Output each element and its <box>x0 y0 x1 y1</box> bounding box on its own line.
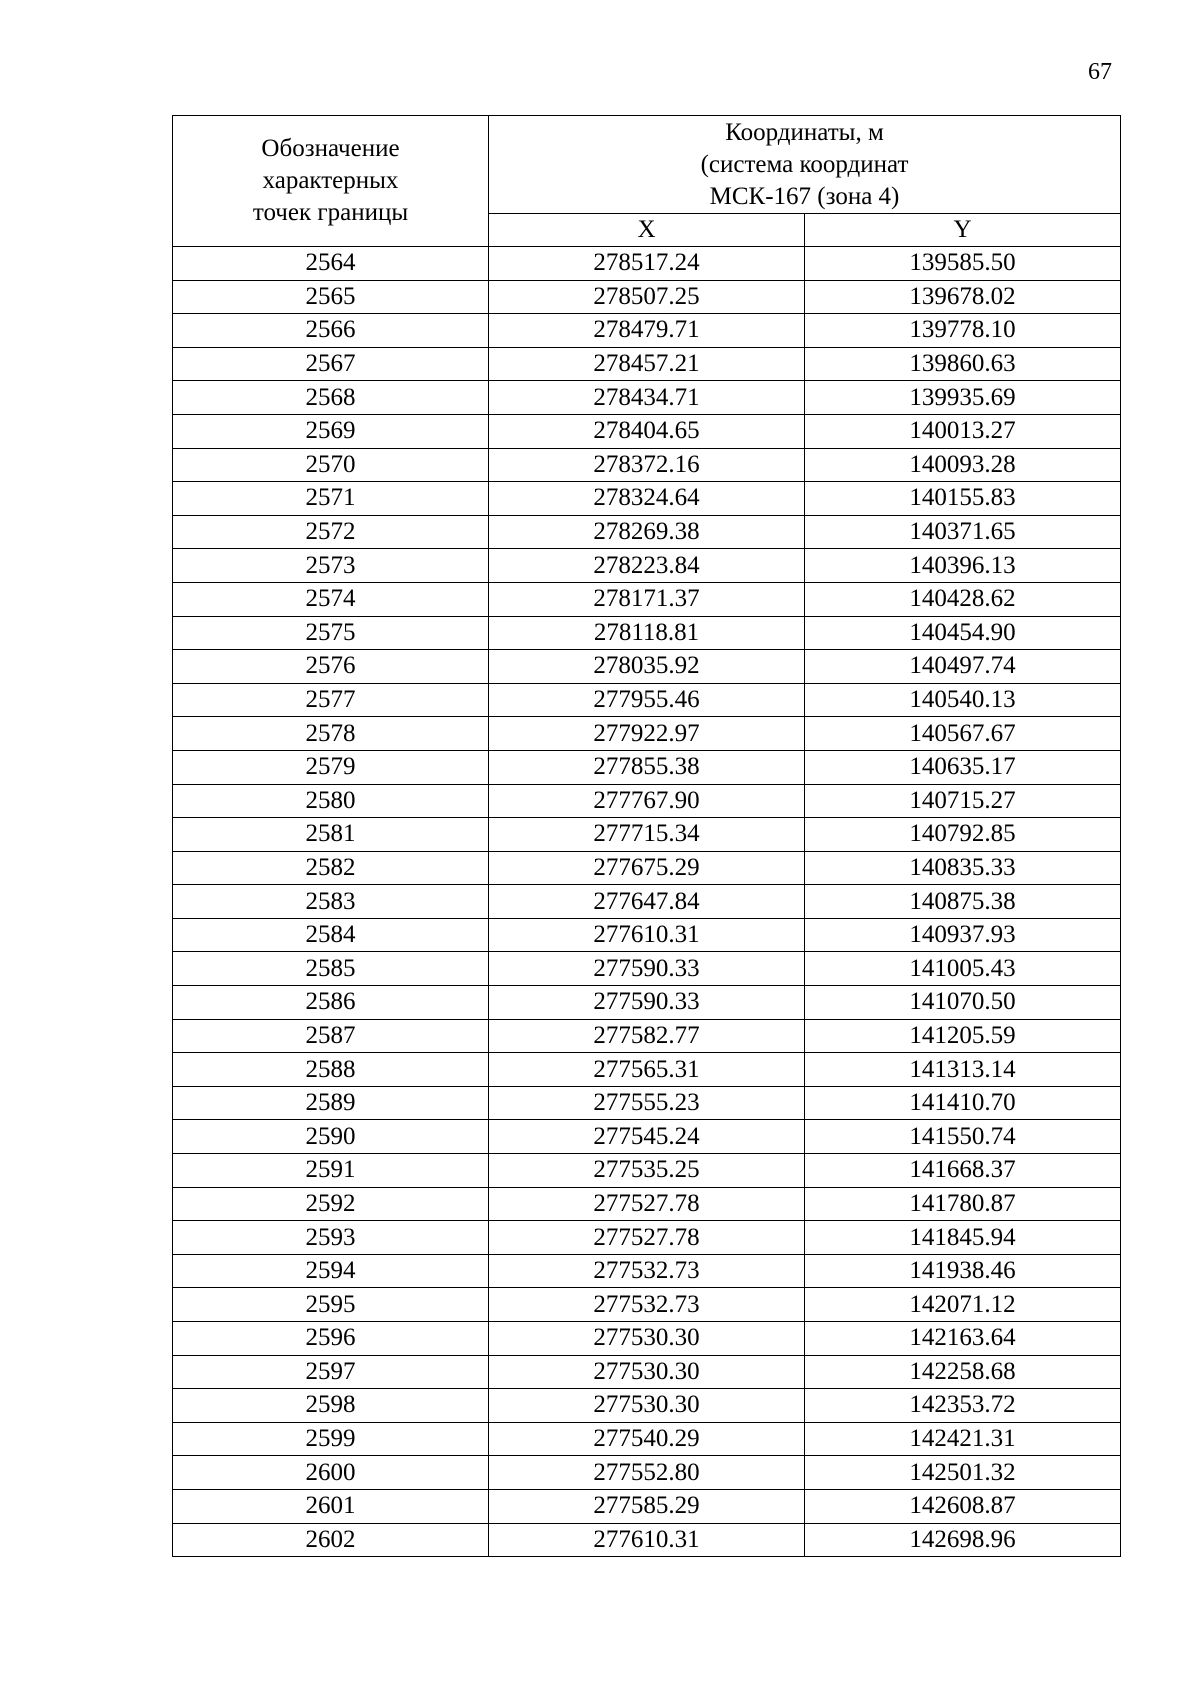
table-row <box>173 1355 1121 1389</box>
table-row <box>173 1187 1121 1221</box>
point-id-cell: 2571 <box>173 482 489 516</box>
x-coordinate-cell: 277955.46 <box>489 683 805 717</box>
y-coordinate-cell: 140093.28 <box>805 448 1121 482</box>
table-row <box>173 1053 1121 1087</box>
x-coordinate-cell: 277532.73 <box>489 1254 805 1288</box>
y-coordinate-cell: 140155.83 <box>805 482 1121 516</box>
point-id-cell: 2568 <box>173 381 489 415</box>
table-row <box>173 750 1121 784</box>
table-row <box>173 616 1121 650</box>
x-coordinate-cell: 277582.77 <box>489 1019 805 1053</box>
y-coordinate-cell: 139585.50 <box>805 247 1121 281</box>
x-coordinate-cell: 277610.31 <box>489 918 805 952</box>
table-row <box>173 1322 1121 1356</box>
y-coordinate-cell: 140875.38 <box>805 885 1121 919</box>
table-row <box>173 851 1121 885</box>
table-row <box>173 1019 1121 1053</box>
point-id-cell: 2564 <box>173 247 489 281</box>
table-row <box>173 1086 1121 1120</box>
point-id-cell: 2600 <box>173 1456 489 1490</box>
table-row <box>173 448 1121 482</box>
x-coordinate-cell: 277535.25 <box>489 1154 805 1188</box>
point-id-cell: 2585 <box>173 952 489 986</box>
point-id-cell: 2589 <box>173 1086 489 1120</box>
x-coordinate-cell: 277585.29 <box>489 1489 805 1523</box>
y-coordinate-cell: 140497.74 <box>805 650 1121 684</box>
point-id-cell: 2601 <box>173 1489 489 1523</box>
x-coordinate-cell: 277530.30 <box>489 1389 805 1423</box>
table-row <box>173 885 1121 919</box>
point-id-cell: 2577 <box>173 683 489 717</box>
point-id-cell: 2574 <box>173 582 489 616</box>
table-row <box>173 986 1121 1020</box>
point-id-cell: 2588 <box>173 1053 489 1087</box>
table-row <box>173 952 1121 986</box>
table-row <box>173 784 1121 818</box>
designation-header <box>173 116 489 247</box>
table-row <box>173 1489 1121 1523</box>
y-coordinate-cell: 142353.72 <box>805 1389 1121 1423</box>
point-id-cell: 2587 <box>173 1019 489 1053</box>
x-coordinate-cell: 277540.29 <box>489 1422 805 1456</box>
y-coordinate-cell: 139678.02 <box>805 280 1121 314</box>
table-row <box>173 717 1121 751</box>
y-coordinate-cell: 141668.37 <box>805 1154 1121 1188</box>
y-coordinate-cell: 141313.14 <box>805 1053 1121 1087</box>
table-row <box>173 918 1121 952</box>
point-id-cell: 2579 <box>173 750 489 784</box>
table-row <box>173 1254 1121 1288</box>
y-coordinate-cell: 141005.43 <box>805 952 1121 986</box>
x-coordinate-cell: 277545.24 <box>489 1120 805 1154</box>
point-id-cell: 2594 <box>173 1254 489 1288</box>
table-row <box>173 1221 1121 1255</box>
table-row <box>173 381 1121 415</box>
y-coordinate-cell: 140792.85 <box>805 818 1121 852</box>
table-row <box>173 1120 1121 1154</box>
y-column-header: Y <box>805 214 1121 247</box>
x-column-header: X <box>489 214 805 247</box>
y-coordinate-cell: 140454.90 <box>805 616 1121 650</box>
point-id-cell: 2602 <box>173 1523 489 1557</box>
x-coordinate-cell: 278035.92 <box>489 650 805 684</box>
table-row <box>173 582 1121 616</box>
y-coordinate-cell: 141205.59 <box>805 1019 1121 1053</box>
x-coordinate-cell: 278223.84 <box>489 549 805 583</box>
x-coordinate-cell: 277527.78 <box>489 1221 805 1255</box>
point-id-cell: 2581 <box>173 818 489 852</box>
x-coordinate-cell: 278324.64 <box>489 482 805 516</box>
table-row <box>173 347 1121 381</box>
x-coordinate-cell: 277715.34 <box>489 818 805 852</box>
table-row <box>173 515 1121 549</box>
y-coordinate-cell: 140715.27 <box>805 784 1121 818</box>
x-coordinate-cell: 277565.31 <box>489 1053 805 1087</box>
point-id-cell: 2578 <box>173 717 489 751</box>
table-row <box>173 247 1121 281</box>
table-row <box>173 280 1121 314</box>
x-coordinate-cell: 278118.81 <box>489 616 805 650</box>
point-id-cell: 2591 <box>173 1154 489 1188</box>
point-id-cell: 2595 <box>173 1288 489 1322</box>
point-id-cell: 2576 <box>173 650 489 684</box>
x-coordinate-cell: 277555.23 <box>489 1086 805 1120</box>
x-coordinate-cell: 277590.33 <box>489 952 805 986</box>
table-body <box>173 247 1121 1557</box>
point-id-cell: 2580 <box>173 784 489 818</box>
coordinates-header-line: МСК-167 (зона 4) <box>709 182 900 210</box>
table-row <box>173 414 1121 448</box>
x-coordinate-cell: 277527.78 <box>489 1187 805 1221</box>
point-id-cell: 2569 <box>173 414 489 448</box>
table-row <box>173 650 1121 684</box>
y-coordinate-cell: 140567.67 <box>805 717 1121 751</box>
y-coordinate-cell: 139778.10 <box>805 314 1121 348</box>
point-id-cell: 2596 <box>173 1322 489 1356</box>
x-coordinate-cell: 278404.65 <box>489 414 805 448</box>
point-id-cell: 2566 <box>173 314 489 348</box>
x-coordinate-cell: 277532.73 <box>489 1288 805 1322</box>
x-coordinate-cell: 277530.30 <box>489 1355 805 1389</box>
point-id-cell: 2599 <box>173 1422 489 1456</box>
table-row <box>173 482 1121 516</box>
y-coordinate-cell: 140396.13 <box>805 549 1121 583</box>
table-row <box>173 549 1121 583</box>
designation-header-line: характерных <box>262 167 399 194</box>
point-id-cell: 2593 <box>173 1221 489 1255</box>
x-coordinate-cell: 277922.97 <box>489 717 805 751</box>
x-coordinate-cell: 278507.25 <box>489 280 805 314</box>
y-coordinate-cell: 142608.87 <box>805 1489 1121 1523</box>
table-header <box>173 116 1121 247</box>
y-coordinate-cell: 142163.64 <box>805 1322 1121 1356</box>
x-coordinate-cell: 278457.21 <box>489 347 805 381</box>
y-coordinate-cell: 142258.68 <box>805 1355 1121 1389</box>
table-row <box>173 1456 1121 1490</box>
coordinates-header-line: Координаты, м <box>725 118 884 146</box>
table-row <box>173 1288 1121 1322</box>
y-coordinate-cell: 141845.94 <box>805 1221 1121 1255</box>
point-id-cell: 2583 <box>173 885 489 919</box>
designation-header-line: точек границы <box>252 199 409 226</box>
coordinates-header-line: (система координат <box>700 150 909 178</box>
point-id-cell: 2570 <box>173 448 489 482</box>
y-coordinate-cell: 142698.96 <box>805 1523 1121 1557</box>
x-coordinate-cell: 277855.38 <box>489 750 805 784</box>
table-row <box>173 314 1121 348</box>
y-coordinate-cell: 140428.62 <box>805 582 1121 616</box>
coordinates-header <box>489 116 1121 214</box>
y-coordinate-cell: 142071.12 <box>805 1288 1121 1322</box>
y-coordinate-cell: 142421.31 <box>805 1422 1121 1456</box>
point-id-cell: 2597 <box>173 1355 489 1389</box>
table-row <box>173 1389 1121 1423</box>
y-coordinate-cell: 140635.17 <box>805 750 1121 784</box>
point-id-cell: 2598 <box>173 1389 489 1423</box>
x-coordinate-cell: 277767.90 <box>489 784 805 818</box>
point-id-cell: 2575 <box>173 616 489 650</box>
x-coordinate-cell: 278434.71 <box>489 381 805 415</box>
table-row <box>173 683 1121 717</box>
x-coordinate-cell: 278171.37 <box>489 582 805 616</box>
x-coordinate-cell: 278517.24 <box>489 247 805 281</box>
y-coordinate-cell: 140013.27 <box>805 414 1121 448</box>
y-coordinate-cell: 140371.65 <box>805 515 1121 549</box>
x-coordinate-cell: 277675.29 <box>489 851 805 885</box>
point-id-cell: 2582 <box>173 851 489 885</box>
x-coordinate-cell: 277647.84 <box>489 885 805 919</box>
y-coordinate-cell: 140937.93 <box>805 918 1121 952</box>
point-id-cell: 2565 <box>173 280 489 314</box>
y-coordinate-cell: 139860.63 <box>805 347 1121 381</box>
x-coordinate-cell: 277610.31 <box>489 1523 805 1557</box>
page-number: 67 <box>1088 59 1112 85</box>
y-coordinate-cell: 141070.50 <box>805 986 1121 1020</box>
designation-header-line: Обозначение <box>261 135 400 162</box>
y-coordinate-cell: 140835.33 <box>805 851 1121 885</box>
x-coordinate-cell: 277530.30 <box>489 1322 805 1356</box>
point-id-cell: 2592 <box>173 1187 489 1221</box>
y-coordinate-cell: 140540.13 <box>805 683 1121 717</box>
coordinates-table <box>172 115 1121 1557</box>
y-coordinate-cell: 141410.70 <box>805 1086 1121 1120</box>
point-id-cell: 2573 <box>173 549 489 583</box>
table-row <box>173 1154 1121 1188</box>
table-row <box>173 1422 1121 1456</box>
y-coordinate-cell: 139935.69 <box>805 381 1121 415</box>
x-coordinate-cell: 278479.71 <box>489 314 805 348</box>
y-coordinate-cell: 142501.32 <box>805 1456 1121 1490</box>
point-id-cell: 2586 <box>173 986 489 1020</box>
point-id-cell: 2584 <box>173 918 489 952</box>
table-row <box>173 818 1121 852</box>
y-coordinate-cell: 141550.74 <box>805 1120 1121 1154</box>
x-coordinate-cell: 277590.33 <box>489 986 805 1020</box>
table-row <box>173 1523 1121 1557</box>
y-coordinate-cell: 141938.46 <box>805 1254 1121 1288</box>
x-coordinate-cell: 278372.16 <box>489 448 805 482</box>
x-coordinate-cell: 277552.80 <box>489 1456 805 1490</box>
point-id-cell: 2590 <box>173 1120 489 1154</box>
point-id-cell: 2572 <box>173 515 489 549</box>
point-id-cell: 2567 <box>173 347 489 381</box>
y-coordinate-cell: 141780.87 <box>805 1187 1121 1221</box>
x-coordinate-cell: 278269.38 <box>489 515 805 549</box>
